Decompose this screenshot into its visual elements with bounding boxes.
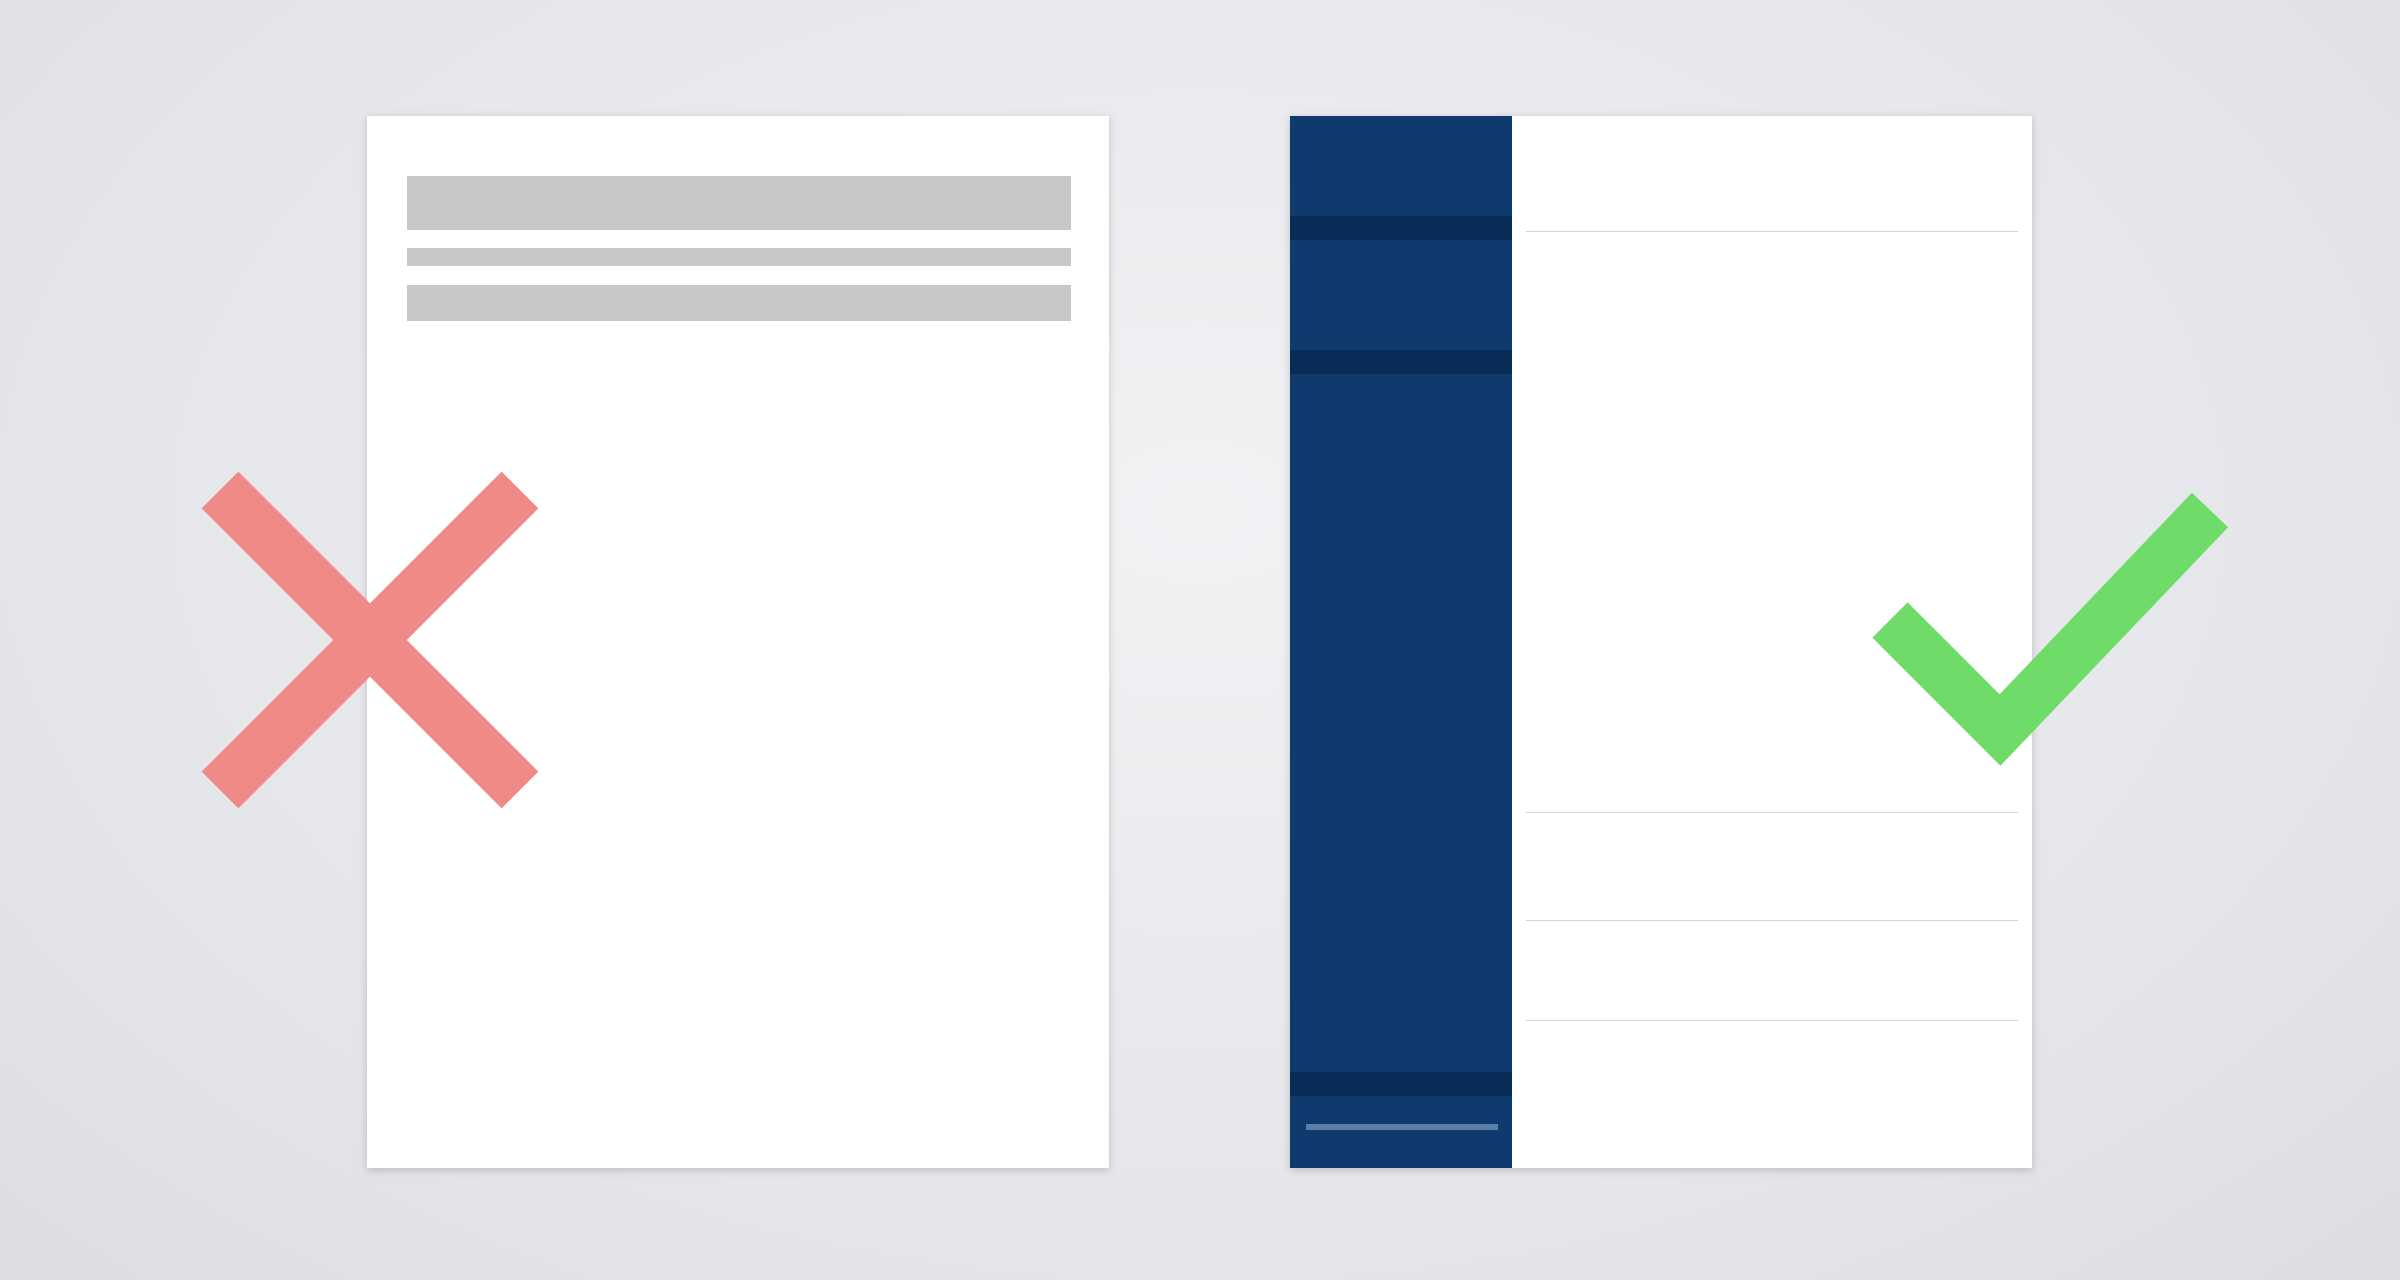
bad-resume-page: [367, 116, 1109, 1168]
good-personal-info-band: [1290, 216, 1512, 240]
bad-academic-heading: [407, 194, 1071, 212]
bad-work-heading: [407, 212, 1071, 230]
good-resume-sidebar: [1290, 116, 1512, 1168]
good-resume-page: [1290, 116, 2032, 1168]
bad-languages-heading: [407, 303, 1071, 321]
bad-skills-heading: [407, 248, 1071, 266]
bad-certs-heading: [407, 285, 1071, 303]
good-languages-band: [1290, 1072, 1512, 1096]
good-skills-band: [1290, 350, 1512, 374]
bad-summary-heading: [407, 176, 1071, 194]
zety-logo: [2155, 1140, 2320, 1230]
good-language-bar: [1306, 1124, 1498, 1130]
